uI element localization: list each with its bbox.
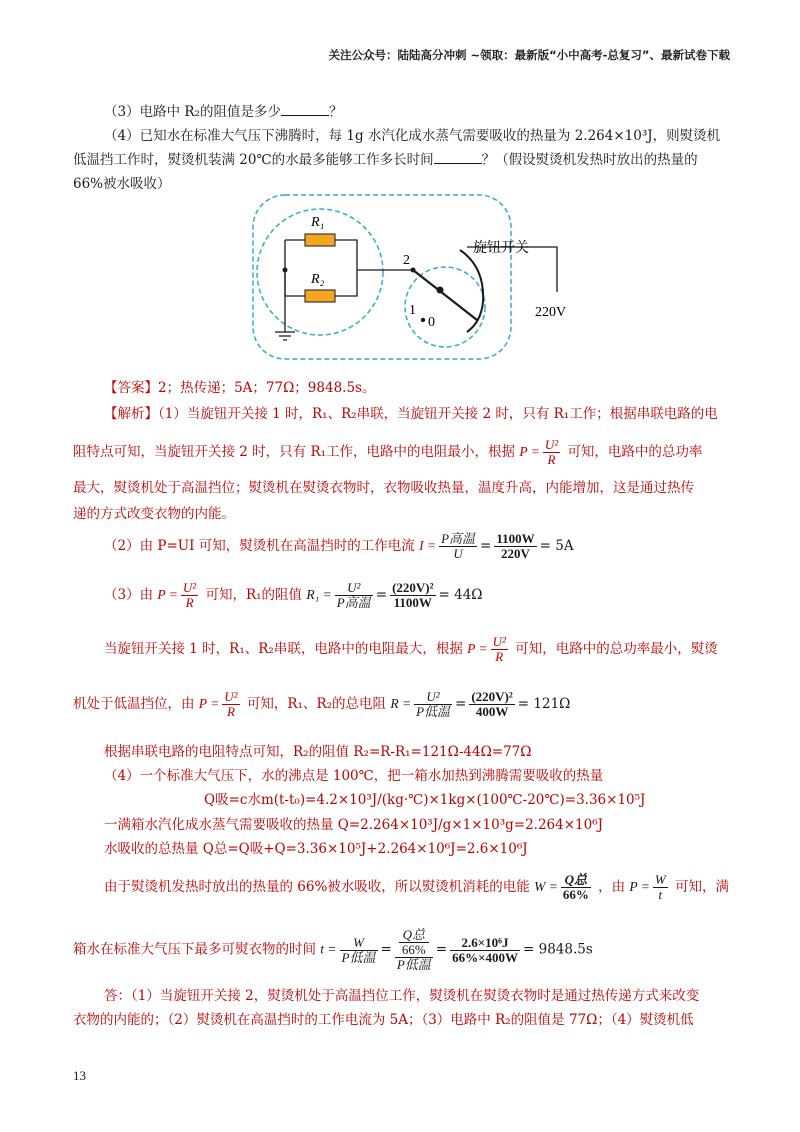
analysis-line-15: 箱水在标准大气压下最多可熨衣物的时间 t = $\frac{W}{\text{P低温}}$ = Q总 66% P低温 = $\frac{\text{2.6×10⁶J}}{66\%\times 400W}$ = 9848.5s [73, 927, 593, 972]
question-4-line2: 低温挡工作时，熨烫机装满 20℃的水最多能够工作多长时间 ？（假设熨烫机发热时放出的热量的 [73, 152, 698, 168]
analysis-line-13: 水吸收的总热量 Q总=Q吸+Q=3.36×10⁵J+2.264×10⁶J=2.6×10⁶J [104, 841, 528, 857]
formula-q-over-66: Q总 66% [397, 928, 431, 957]
analysis-line-11: Q吸=c水m(t-t₀)=4.2×10³J/(kg·℃)×1kg×(100℃-20℃)=3.36×10⁵J [204, 792, 646, 808]
formula-w: $\frac{\text{Q总}}{66\%}$ [562, 872, 589, 902]
contact-1-label: 1 [409, 303, 416, 318]
question-4-line1: （4）已知水在标准大气压下沸腾时，每 1g 水汽化成水蒸气需要吸收的热量为 2.264×10³J，则熨烫机 [104, 128, 721, 144]
analysis-line-14: 由于熨烫机发热时放出的热量的 66%被水吸收，所以熨烫机消耗的电能 W = $\frac{\text{Q总}}{66\%}$ ，由 P = $\frac{W}{t}$ 可知，满 [104, 872, 730, 902]
formula-u2-over-r: $\frac{\text{U²}}{R}$ [224, 689, 238, 719]
answer-blank [281, 103, 329, 116]
analysis-line-5: （2）由 P=UI 可知，熨烫机在高温挡时的工作电流 I = $\frac{\text{P高温}}{U}$ = $\frac{1100W}{220V}$ = 5A [104, 531, 574, 561]
page-header: 关注公众号：陆陆高分冲刺 ~领取：最新版“小中高考-总复习”、最新试卷下载 [328, 48, 730, 62]
analysis-line-9: 根据串联电路的电阻特点可知，R₂的阻值 R₂=R-R₁=121Ω-44Ω=77Ω [104, 744, 532, 760]
formula-i-high: $\frac{\text{P高温}}{U}$ [441, 531, 476, 561]
page-number: 13 [73, 1068, 86, 1083]
analysis-line-4: 递的方式改变衣物的内能。 [73, 506, 235, 522]
analysis-line-1: 【解析】（1）当旋钮开关接 1 时，R₁、R₂串联，当旋钮开关接 2 时，只有 R₁工作；根据串联电路的电 [104, 406, 718, 422]
resistor-r1 [305, 234, 335, 246]
r1-label: R₁ [311, 215, 325, 230]
formula-r1: $\frac{\text{U²}}{\text{P高温}}$ [336, 580, 371, 610]
analysis-line-8: 机处于低温挡位，由 P = $\frac{\text{U²}}{R}$ 可知，R₁、R₂的总电阻 R = $\frac{\text{U²}}{\text{P低温}}$ = $\frac{\text{(220V)²}}{400W}$ = 121Ω [73, 689, 571, 719]
question-3: （3）电路中 R₂的阻值是多少 ？ [104, 104, 343, 120]
formula-i-values: $\frac{1100W}{220V}$ [496, 531, 535, 561]
analysis-line-10: （4）一个标准大气压下，水的沸点是 100℃，把一箱水加热到沸腾需要吸收的热量 [104, 768, 604, 784]
formula-t-values: $\frac{\text{2.6×10⁶J}}{66\%\times 400W}$ [452, 934, 518, 965]
analysis-line-6: （3）由 P = $\frac{\text{U²}}{R}$ 可知，R₁的阻值 R₁ = $\frac{\text{U²}}{\text{P高温}}$ = $\frac{\text{(220V)²}}{1100W}$ = 44Ω [104, 580, 483, 610]
answer-line: 【答案】2；热传递；5A；77Ω；9848.5s。 [104, 380, 376, 396]
answer-blank [434, 151, 482, 164]
final-answer-line-1: 答：（1）当旋钮开关接 2，熨烫机处于高温挡位工作，熨烫机在熨烫衣物时是通过热传递方式来改变 [104, 988, 700, 1004]
switch-boundary [405, 267, 485, 347]
analysis-line-2: 阻特点可知，当旋钮开关接 2 时，只有 R₁工作，电路中的电阻最小，根据 P = $\frac{\text{U²}}{R}$ 可知，电路中的总功率 [73, 437, 703, 467]
resistor-r2 [305, 290, 335, 302]
switch-blade [413, 270, 477, 320]
junction-dot [283, 268, 288, 273]
formula-u2-over-r: $\frac{\text{U²}}{R}$ [182, 580, 197, 610]
formula-r-total: $\frac{\text{U²}}{\text{P低温}}$ [416, 689, 451, 719]
knob-switch-label: 旋钮开关 [473, 240, 529, 256]
nested-fraction [395, 928, 433, 958]
analysis-line-3: 最大，熨烫机处于高温挡位；熨烫机在熨烫衣物时，衣物吸收热量，温度升高，内能增加，这是通过热传 [73, 480, 694, 496]
formula-u2-over-r: $\frac{\text{U²}}{R}$ [492, 634, 506, 664]
knob-arc [460, 250, 483, 332]
formula-u2-over-r: $\frac{\text{U²}}{R}$ [544, 437, 559, 467]
ground-symbol [275, 332, 295, 340]
question-4-line3: 66%被水吸收） [73, 176, 171, 192]
contact-2-label: 2 [403, 253, 410, 268]
contact-0-label: 0 [428, 315, 435, 330]
r2-label: R₂ [311, 272, 325, 287]
analysis-line-7: 当旋钮开关接 1 时，R₁、R₂串联，电路中的电阻最大，根据 P = $\frac{\text{U²}}{R}$ 可知，电路中的总功率最小，熨烫 [104, 634, 718, 664]
formula-p-w-over-t: $\frac{W}{t}$ [654, 872, 666, 902]
voltage-label: 220V [535, 305, 567, 320]
formula-r1-values: $\frac{\text{(220V)²}}{1100W}$ [392, 580, 434, 610]
circuit-diagram [245, 192, 585, 362]
formula-r-total-values: $\frac{\text{(220V)²}}{400W}$ [471, 689, 513, 719]
final-answer-line-2: 衣物的内能的；（2）熨烫机在高温挡时的工作电流为 5A；（3）电路中 R₂的阻值是 77Ω；（4）熨烫机低 [73, 1012, 694, 1028]
contact-2-dot [411, 268, 416, 273]
contact-0-dot [421, 318, 425, 322]
formula-t-nested: Q总 66% P低温 [396, 927, 431, 972]
formula-t: $\frac{W}{\text{P低温}}$ [341, 934, 376, 965]
analysis-line-12: 一满箱水汽化成水蒸气需要吸收的热量 Q=2.264×10³J/g×1×10³g=2.264×10⁶J [104, 817, 604, 833]
switch-pivot [437, 287, 444, 294]
